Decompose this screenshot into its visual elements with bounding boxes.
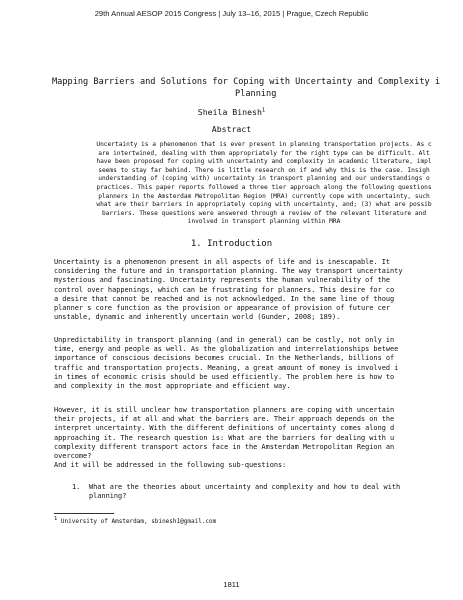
footnote-text: University of Amsterdam, sbinesh1@gmail.com xyxy=(57,518,217,525)
abstract-body xyxy=(54,141,463,227)
abstract-line: barriers. These questions were answered through a review of the relevant literature and xyxy=(101,209,427,217)
paragraph-line: considering the future and in transportation planning. The way transport uncertainty xyxy=(54,267,403,276)
abstract-line: have been proposed for coping with uncertainty and complexity in academic literature, impl xyxy=(96,158,432,166)
paragraph-line: their projects, if at all and what the barriers are. Their approach depends on the xyxy=(54,415,395,424)
paragraph-line: traffic and transportation projects. Meaning, a great amount of money is involved i xyxy=(54,363,399,372)
paragraph-line: overcome? xyxy=(54,452,92,461)
abstract-heading: Abstract xyxy=(211,124,252,134)
paper-title xyxy=(52,76,463,100)
paragraph-line: Unpredictability in transport planning (and in general) can be costly, not only in xyxy=(54,336,395,344)
abstract-line: understanding of (coping with) uncertainty in transport planning and our understandings o xyxy=(98,175,430,183)
footnote-divider xyxy=(54,513,114,514)
footnote-mark: 1 xyxy=(54,516,58,522)
list-item-text-continued: planning? xyxy=(89,492,127,501)
list-item-text: What are the theories about uncertainty and complexity and how to deal with xyxy=(89,483,401,491)
title-line-1: Mapping Barriers and Solutions for Coping with Uncertainty and Complexity i xyxy=(52,77,441,87)
paragraph-3 xyxy=(54,406,463,470)
paragraph-line: mysterious and fascinating. Uncertainty represents the human vulnerability of the xyxy=(54,276,391,285)
paragraph-line: However, it is still unclear how transportation planners are coping with uncertain xyxy=(54,406,395,414)
paragraph-1 xyxy=(54,258,463,322)
paragraph-line: planner s core function as the provision or appearance of provision of future cer xyxy=(54,304,391,313)
running-header: 29th Annual AESOP 2015 Congress | July 13–16, 2015 | Prague, Czech Republic xyxy=(94,9,369,18)
paragraph-line: a desire that cannot be reached and is not acknowledged. In the same line of thoug xyxy=(54,294,395,303)
author xyxy=(0,107,463,117)
abstract-line: practices. This paper reports followed a three tier approach along the following questions xyxy=(96,183,432,191)
paragraph-line: and complexity in the most appropriate and efficient way. xyxy=(54,382,291,391)
abstract-line: seems to stay far behind. There is little research on if and why this is the case. Insigh xyxy=(98,166,430,174)
abstract-line: are intertwined, dealing with them appropriately for the right type can be difficult. Alt xyxy=(98,149,430,157)
list-item-number: 1. xyxy=(72,483,81,491)
section-heading-introduction: 1. Introduction xyxy=(190,239,273,249)
paragraph-line: approaching it. The research question is: What are the barriers for dealing with u xyxy=(54,433,395,442)
abstract-line: involved in transport planning within MRA xyxy=(187,218,341,226)
paragraph-line: complexity different transport actors face in the Amsterdam Metropolitan Region an xyxy=(54,442,395,451)
author-name: Sheila Binesh xyxy=(197,107,262,117)
abstract-line: what are their barriers in appropriately coping with uncertainty, and; (3) what are possib xyxy=(96,201,432,209)
paragraph-line: Uncertainty is a phenomenon present in all aspects of life and is inescapable. It xyxy=(54,258,391,266)
page-number: 1811 xyxy=(223,580,240,589)
abstract-line: Uncertainty is a phenomenon that is ever present in planning transportation projects. As c xyxy=(96,141,432,148)
paragraph-line: time, energy and people as well. As the globalization and interrelationships betwee xyxy=(54,345,399,354)
paragraph-line: And it will be addressed in the following sub-questions: xyxy=(54,461,287,470)
footnote xyxy=(54,516,216,525)
paragraph-line: in times of economic crisis should be used efficiently. The problem here is how to xyxy=(54,372,395,381)
paragraph-line: importance of conscious decisions becomes crucial. In the Netherlands, billions of xyxy=(54,354,395,363)
paragraph-line: control over happenings, which can be frustrating for planners. This desire for co xyxy=(54,285,395,294)
paragraph-line: interpret uncertainty. With the different definitions of uncertainty comes along d xyxy=(54,424,395,433)
title-line-2: Planning xyxy=(235,89,277,99)
paragraph-line: unstable, dynamic and inherently uncertain world (Gunder, 2008; 189). xyxy=(54,313,341,322)
list-item xyxy=(72,483,400,501)
abstract-line: planners in the Amsterdam Metropolitan Region (MRA) currently cope with uncertainty, such xyxy=(98,192,430,200)
author-footnote-mark: 1 xyxy=(261,107,266,114)
paragraph-2 xyxy=(54,336,463,391)
